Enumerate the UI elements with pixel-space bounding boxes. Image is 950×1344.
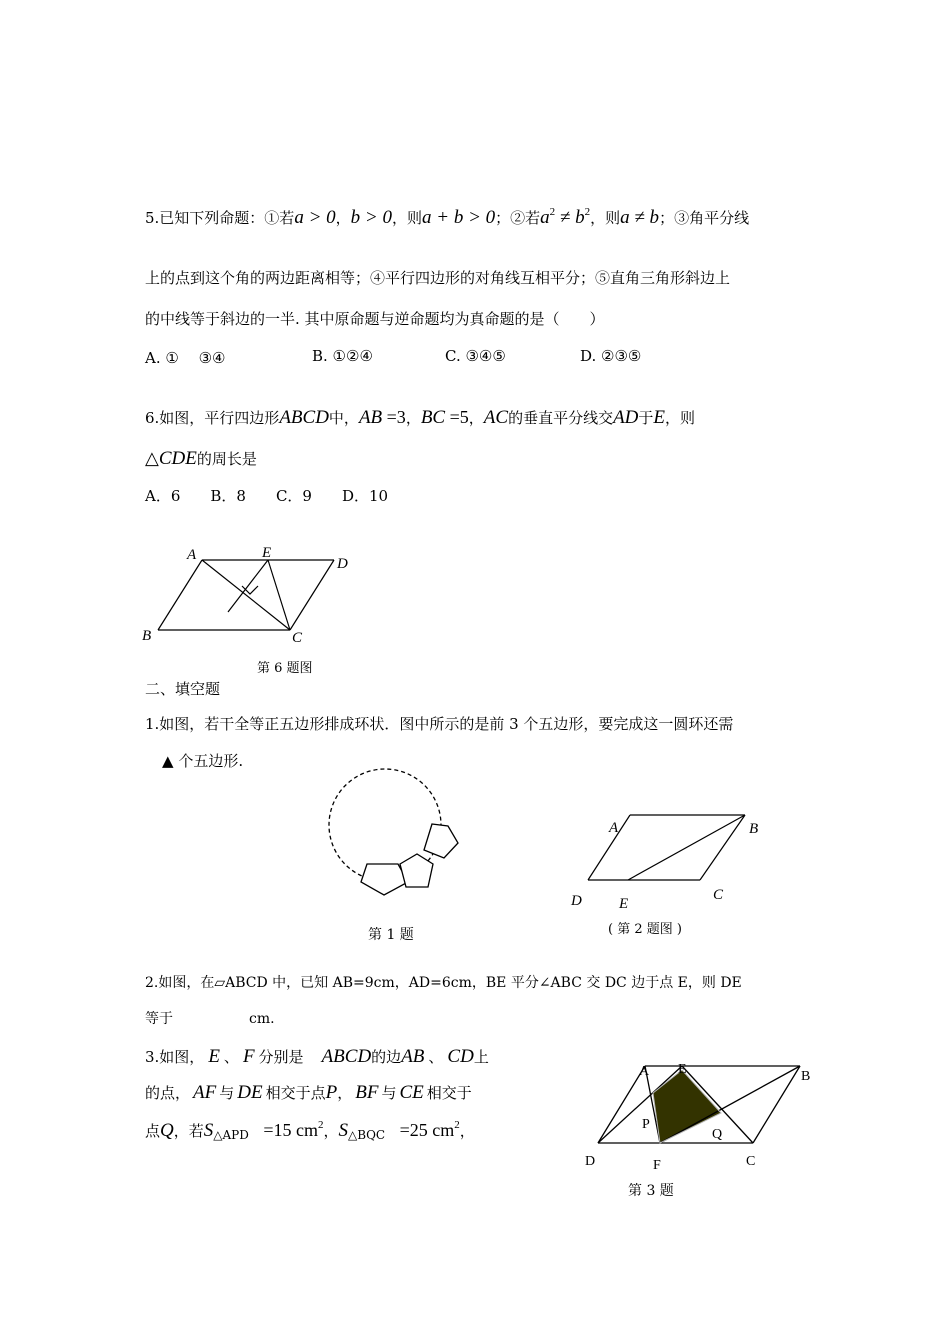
fig2-label-c: C bbox=[713, 887, 724, 903]
shaded-quadrilateral bbox=[653, 1070, 721, 1143]
pentagon-3b bbox=[424, 824, 458, 858]
pentagon-2 bbox=[400, 854, 433, 887]
fig3-label-p: P bbox=[642, 1117, 650, 1132]
segment-ec bbox=[268, 560, 290, 630]
edge-dc bbox=[290, 560, 334, 630]
fig6-label-a: A bbox=[187, 547, 197, 563]
edge-bc bbox=[753, 1066, 800, 1143]
q5-line-3: 的中线等于斜边的一半. 其中原命题与逆命题均为真命题的是（ ） bbox=[145, 310, 605, 328]
q5-option-b: B. ①②④ bbox=[312, 347, 373, 365]
q5-option-d: D. ②③⑤ bbox=[580, 347, 642, 365]
edge-ab bbox=[158, 560, 202, 630]
edge-ad bbox=[598, 1066, 645, 1143]
fill-q1-line-1: 1.如图，若干全等正五边形排成环状．图中所示的是前 3 个五边形，要完成这一圆环还需 bbox=[145, 715, 734, 733]
edge-bc bbox=[700, 815, 745, 880]
fill-q1-line-2: ▲ 个五边形. bbox=[162, 752, 244, 770]
fig2-label-d: D bbox=[571, 893, 582, 909]
fill-q2-line-2: 等于 cm. bbox=[145, 1011, 275, 1027]
fill-q3-line-1: 3.如图， E 、 F 分别是 ABCD的边AB 、 CD上 bbox=[145, 1046, 489, 1067]
segment-be bbox=[628, 815, 745, 880]
fig3-label-c: C bbox=[746, 1154, 756, 1169]
fig6-label-b: B bbox=[142, 628, 152, 644]
fill-q3-line-3: 点Q，若$S_{\triangle APD} =15$ $cm^2$，$S_{\triangle BQC} =25$ $cm^2$， bbox=[145, 1119, 475, 1142]
fill-q2-figure bbox=[560, 805, 780, 915]
fig3-label-a: A bbox=[639, 1064, 650, 1079]
q6-figure-caption: 第 6 题图 bbox=[257, 661, 313, 676]
answer-blank-marker: ▲ bbox=[162, 752, 174, 770]
q6-options: A．6 B．8 C．9 D．10 bbox=[145, 487, 389, 505]
fill-q1-caption: 第 1 题 bbox=[368, 927, 414, 943]
fig3-label-q: Q bbox=[712, 1127, 723, 1142]
fill-q3-line-2: 的点， AF 与 DE 相交于点P， BF 与 CE 相交于 bbox=[145, 1082, 472, 1103]
fig2-label-e: E bbox=[619, 896, 629, 912]
section-heading: 二、填空题 bbox=[145, 680, 221, 698]
q5-option-a: A. ① ③④ bbox=[145, 349, 226, 367]
fill-q3-figure bbox=[580, 1058, 820, 1176]
fig6-label-e: E bbox=[262, 545, 272, 561]
fig3-label-b: B bbox=[801, 1069, 811, 1084]
fill-q1-figure bbox=[320, 760, 470, 900]
q6-figure bbox=[138, 542, 368, 650]
fill-q2-caption: ( 第 2 题图 ) bbox=[608, 922, 682, 937]
fig3-label-d: D bbox=[585, 1154, 596, 1169]
q5-line-2: 上的点到这个角的两边距离相等；④平行四边形的对角线互相平分；⑤直角三角形斜边上 bbox=[145, 269, 731, 287]
fill-q3-caption: 第 3 题 bbox=[628, 1183, 674, 1199]
q6-line-2: △CDE的周长是 bbox=[145, 448, 257, 469]
q5-line-1: 5.已知下列命题：①若a > 0，b > 0，则a + b > 0；②若$a^2 \ne b^2$，则a ≠ b；③角平分线 bbox=[145, 206, 750, 228]
fill-q2-line-1: 2.如图，在▱ABCD 中，已知 AB=9cm，AD=6cm，BE 平分∠ABC 交 DC 边于点 E，则 DE bbox=[145, 975, 742, 991]
diagonal-ac bbox=[202, 560, 290, 630]
q6-line-1: 6.如图，平行四边形ABCD中，AB =3，BC =5，AC的垂直平分线交AD于E，则 bbox=[145, 407, 696, 428]
fig2-label-b: B bbox=[749, 821, 759, 837]
fig3-label-e: E bbox=[678, 1062, 687, 1077]
fig6-label-c: C bbox=[292, 630, 303, 646]
q5-option-c: C. ③④⑤ bbox=[445, 347, 506, 365]
fig2-label-a: A bbox=[609, 820, 619, 836]
fig6-label-d: D bbox=[337, 556, 348, 572]
fig3-label-f: F bbox=[653, 1158, 661, 1173]
